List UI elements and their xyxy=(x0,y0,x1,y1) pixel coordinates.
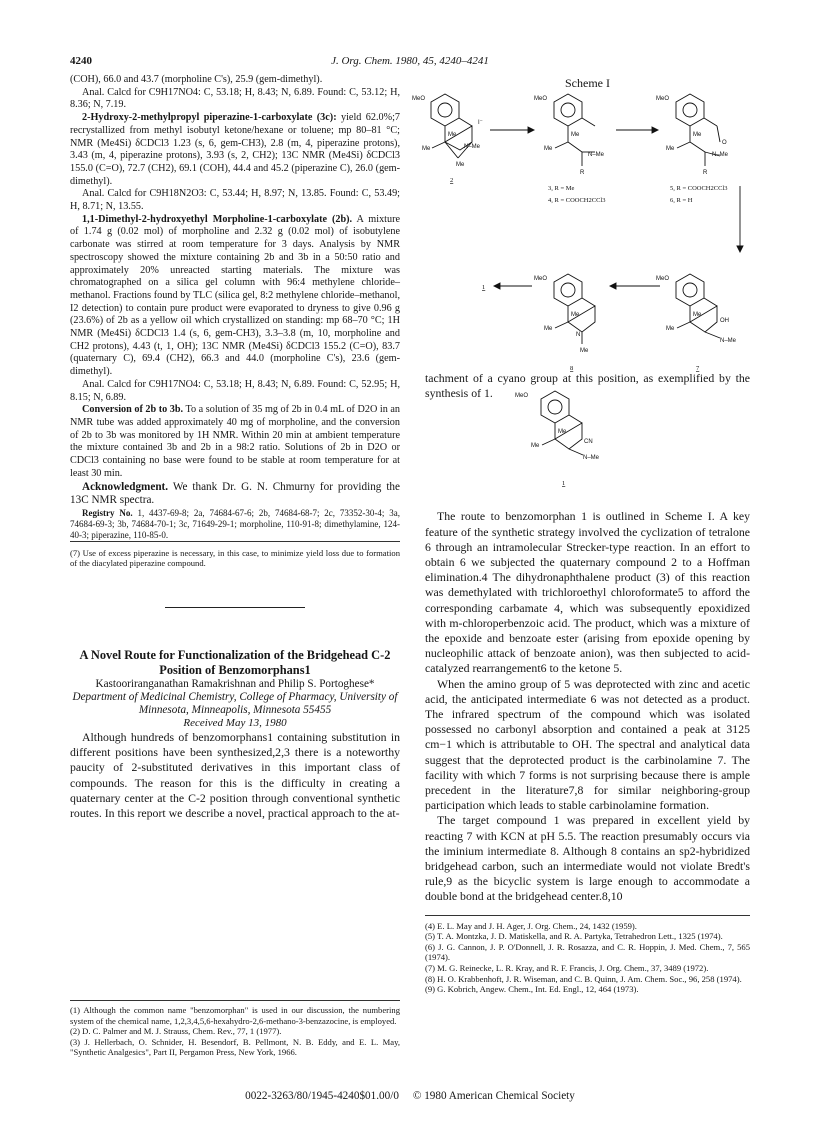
structure-7 xyxy=(676,274,720,338)
exp-analysis-1: Anal. Calcd for C9H17NO4: C, 53.18; H, 8.43; N, 6.89. Found: C, 53.12; H, 8.36; N, 7.19. xyxy=(70,86,400,111)
compound-label-1-scheme: 1 xyxy=(482,284,486,291)
footer-copyright: © 1980 American Chemical Society xyxy=(412,1090,575,1102)
n-me-label-3: N–Me xyxy=(588,152,605,158)
compound-label-8: 8 xyxy=(570,365,574,372)
conversion-body: To a solution of 35 mg of 2b in 0.4 mL of D2O in an NMR tube was added approximately 40 mg of morpholine, and the conversion of 2b to 3b was monitored by 1H NMR. Within 20 min at ambient temperature the mixture contained 3b and 2b in a 98:2 ratio. Solutions of 2b in D2O or CDCl3 containing no base were found to be stable at room temperature for at least 30 min. xyxy=(70,404,400,479)
registry-body: 1, 4437-69-8; 2a, 74684-67-6; 2b, 74684-68-7; 2c, 73352-30-4; 3a, 74684-69-3; 3b, 74684-70-1; 3c, 71649-29-1; morpholine, 110-91-8; dimethylamine, 124-40-3; piperazine, 110-85-0. xyxy=(70,507,400,540)
me-label-3: Me xyxy=(544,146,553,152)
compound-label-3: 3, R = Me xyxy=(548,185,575,192)
footnote-7: (7) Use of excess piperazine is necessary, in this case, to minimize yield loss due to formation of the diacylated piperazine compound. xyxy=(70,541,400,569)
me-label-1: Me xyxy=(531,443,540,449)
right-paragraph-2: When the amino group of 5 was deprotected with zinc and acetic acid, the anticipated intermediate 6 was not detected as a product. The infrared spectrum of the compound which was isolated possessed no carbonyl absorption and contained a peak at 3125 cm−1 which is attributable to OH. The spectral and analytical data suggest that the deprotected product is the carbinolamine 7. The facility with which 7 forms is not surprising because there is ample precedent in the literature7,8 for similar neighboring-group participation which leads to stable carbinolamine formation. xyxy=(425,676,750,813)
compound-label-1: 1 xyxy=(562,480,566,487)
page-number: 4240 xyxy=(70,55,92,67)
compound-2b-body: A mixture of 1.74 g (0.02 mol) of morpholine and 2.32 g (0.02 mol) of isobutylene carbonate was stirred at room temperature for 3 days. Analysis by NMR spectroscopy showed the mixture containing 2b and 3b in a 50:50 ratio and approximately 20% unreacted starting materials. The mixture was chromatographed on a silica gel column with 96:4 methylene chloride–methanol. Fractions found by TLC (silica gel, 8:2 methylene chloride–methanol, I2 detection) to contain pure product were evaporated to dryness to give 0.96 g (23.6%) of 2b as a yellow oil which crystallized on standing: mp 68–70 °C; 1H NMR (Me4Si) δCDCl3 1.4 (s, 6, gem-CH3), 3.3–3.8 (m, 10, morpholine and CH2 protons), 4.43 (t, 1, OH); 13C NMR (Me4Si) δCDCl3 155.2 (C=O), 83.7 (quaternary C), 69.4 (CH2), 66.3 and 44.0 (morpholine C's), 23.6 (gem-dimethyl). xyxy=(70,213,400,378)
exp-text-1: (COH), 66.0 and 43.7 (morpholine C's), 25.9 (gem-dimethyl). xyxy=(70,74,323,85)
footnote-4: (4) E. L. May and J. H. Ager, J. Org. Chem., 24, 1432 (1959). xyxy=(425,920,637,931)
me-label-7: Me xyxy=(666,326,675,332)
compound-label-2: 2 xyxy=(450,177,454,184)
scheme-title: Scheme I xyxy=(565,76,610,90)
acknowledgment-body: We thank Dr. G. N. Chmurny for providing the 13C NMR spectra. xyxy=(70,480,400,507)
me-n-2: Me xyxy=(456,162,465,168)
me-bridge-3: Me xyxy=(571,132,580,138)
footnote-1: (1) Although the common name "benzomorphan" is used in our discussion, the numbering system of the chemical name, 1,2,3,4,5,6-hexahydro-2,6-methano-3-benzazocine, is employed. xyxy=(70,1005,400,1026)
me-bridge-2: Me xyxy=(448,132,457,138)
compound-label-5: 5, R = COOCH2CCl3 xyxy=(670,185,728,192)
compound-label-4: 4, R = COOCH2CCl3 xyxy=(548,197,606,204)
exp-analysis-3c: Anal. Calcd for C9H18N2O3: C, 53.44; H, 8.97; N, 13.85. Found: C, 53.49; H, 8.71; N, 13.55. xyxy=(70,188,400,213)
registry-numbers xyxy=(70,508,400,541)
compound-1-svg xyxy=(505,385,625,505)
me-label-8: Me xyxy=(544,326,553,332)
meo-label-3: MeO xyxy=(534,96,548,102)
received-date: Received May 13, 1980 xyxy=(183,717,287,730)
cn-label-1: CN xyxy=(584,439,593,445)
compound-1-figure xyxy=(505,385,625,505)
meo-label-1: MeO xyxy=(515,393,529,399)
exp-compound-2b xyxy=(70,214,400,379)
compound-3c-body: yield 62.0%;7 recrystallized from methyl isobutyl ketone/hexane or toluene; mp 80–81 °C; NMR (Me4Si) δCDCl3 1.23 (s, 6, gem-CH3), 2.8 (m, 4, piperazine protons), 3.43 (m, 4, piperazine protons), 3.93 (s, 2, CH2); 13C NMR (Me4Si) δCDCl3 155.0 (C=O), 72.7 (CH2), 69.1 (COH), 44.4 and 45.2 (piperazine C), 26.0 (gem-dimethyl). xyxy=(70,112,401,187)
footnote-3: (3) J. Hellerbach, O. Schnider, H. Besendorf, B. Pellmont, N. B. Eddy, and E. L. May, "Synthetic Analgesics", Part II, Pergamon Press, New York, 1966. xyxy=(70,1036,400,1058)
scheme-1-figure xyxy=(412,86,755,376)
footnote-2: (2) D. C. Palmer and M. J. Strauss, Chem. Rev., 77, 1 (1977). xyxy=(70,1026,282,1037)
article-intro: Although hundreds of benzomorphans1 containing substitution in different positions have been synthesized,2,3 there is a noteworthy paucity of 2-substituted derivatives in this important class of compounds. The reason for this is the difficulty in creating a quaternary center at the C-2 position through conventional synthetic routes. In this report we describe a novel, practical approach to the at- xyxy=(70,730,400,821)
running-header xyxy=(70,55,750,71)
compound-label-6: 6, R = H xyxy=(670,197,693,204)
article-title: A Novel Route for Functionalization of the Bridgehead C-2 Position of Benzomorphans1 xyxy=(79,647,391,677)
r-label-3: R xyxy=(580,170,585,176)
n-me-label-1: N–Me xyxy=(583,455,600,461)
page-footer xyxy=(70,1090,750,1102)
exp-conversion xyxy=(70,404,400,480)
me-bridge-5: Me xyxy=(693,132,702,138)
meo-label-2: MeO xyxy=(412,96,426,102)
left-footnotes xyxy=(70,1000,400,1058)
o-label-5: O xyxy=(722,140,727,146)
footnote-6: (6) J. G. Cannon, J. P. O'Donnell, J. R. Rosazza, and C. R. Hoppin, J. Med. Chem., 7, 565 (1974). xyxy=(425,941,750,963)
footnote-7b: (7) M. G. Reinecke, L. R. Kray, and R. F. Francis, J. Org. Chem., 37, 3489 (1972). xyxy=(425,963,709,974)
right-footnotes xyxy=(425,915,750,995)
article-authors: Kastooriranganathan Ramakrishnan and Philip S. Portoghese* xyxy=(95,677,375,690)
footnote-5: (5) T. A. Montzka, J. D. Matiskella, and R. A. Partyka, Tetrahedron Lett., 1325 (1974). xyxy=(425,931,723,942)
n-me-label-7: N–Me xyxy=(720,338,737,344)
oh-label-7: OH xyxy=(720,318,729,324)
scheme-1-svg xyxy=(412,86,755,376)
me-bridge-1: Me xyxy=(558,429,567,435)
me-bridge-7: Me xyxy=(693,312,702,318)
meo-label-8: MeO xyxy=(534,276,548,282)
compound-label-7: 7 xyxy=(696,365,700,372)
structure-8 xyxy=(554,274,595,344)
compound-3c-heading: 2-Hydroxy-2-methylpropyl piperazine-1-carboxylate (3c): xyxy=(82,112,337,124)
article-affiliation: Department of Medicinal Chemistry, College of Pharmacy, University of Minnesota, Minneapolis, Minnesota 55455 xyxy=(72,691,398,717)
me-n-8: Me xyxy=(580,348,589,354)
conversion-heading: Conversion of 2b to 3b. xyxy=(82,404,184,416)
compound-2b-heading: 1,1-Dimethyl-2-hydroxyethyl Morpholine-1-carboxylate (2b). xyxy=(82,213,353,225)
acknowledgment-heading: Acknowledgment. xyxy=(82,480,169,493)
right-paragraph-1: The route to benzomorphan 1 is outlined in Scheme I. A key feature of the synthetic strategy involved the cyclization of tetralone 6 through an intramolecular Strecker-type reaction. In an effort to obtain 6 we subjected the quaternary compound 2 to a Hoffman elimination.4 The dihydronaphthalene product (3) of this reaction was demethylated with trichloroethyl chloroformate5 to afford the corresponding carbamate 4, which was subsequently epoxidized with m-chloroperbenzoic acid. The product, which was a mixture of the epoxide and benzoate ester (arising from epoxide opening by nucleophilic attack of benzoate anion), was then subjected to acid-catalyzed rearrangement6 to the ketone 5. xyxy=(425,509,750,676)
right-paragraph-3: The target compound 1 was prepared in excellent yield by reacting 7 with KCN at pH 5.5. The reaction presumably occurs via the iminium intermediate 8. Although 8 contains an sp2-hybridized bridgehead carbon, such an intermediate would not violate Bredt's rule,9 as the bicyclic system is large enough to accommodate a double bond at the bridgehead center.8,10 xyxy=(425,813,750,904)
me-label-5: Me xyxy=(666,146,675,152)
article-divider xyxy=(165,607,305,608)
exp-analysis-2b: Anal. Calcd for C9H17NO4: C, 53.18; H, 8.43; N, 6.89. Found: C, 52.95; H, 8.15; N, 6.89. xyxy=(70,378,400,403)
n-label-8: N xyxy=(576,332,581,338)
n-me-label-2: N–Me xyxy=(464,144,481,150)
journal-reference: J. Org. Chem. 1980, 45, 4240–4241 xyxy=(331,55,489,67)
r-label-5: R xyxy=(703,170,708,176)
footnote-9: (9) G. Kobrich, Angew. Chem., Int. Ed. Engl., 12, 464 (1973). xyxy=(425,984,639,995)
me-label-2: Me xyxy=(422,146,431,152)
meo-label-5: MeO xyxy=(656,96,670,102)
left-column xyxy=(70,74,400,821)
exp-compound-3c xyxy=(70,112,400,188)
meo-label-7: MeO xyxy=(656,276,670,282)
me-bridge-8: Me xyxy=(571,312,580,318)
footnote-8: (8) H. O. Krabbenhoft, J. R. Wiseman, and C. B. Quinn, J. Am. Chem. Soc., 96, 258 (1974). xyxy=(425,973,742,984)
footer-code: 0022-3263/80/1945-4240$01.00/0 xyxy=(245,1090,399,1102)
n-me-label-5: N–Me xyxy=(712,152,729,158)
right-continuation: tachment of a cyano group at this position, as exemplified by the synthesis of 1. xyxy=(425,371,750,401)
iodide-label: I⁻ xyxy=(478,120,483,126)
acknowledgment xyxy=(70,481,400,508)
registry-heading: Registry No. xyxy=(82,507,133,518)
